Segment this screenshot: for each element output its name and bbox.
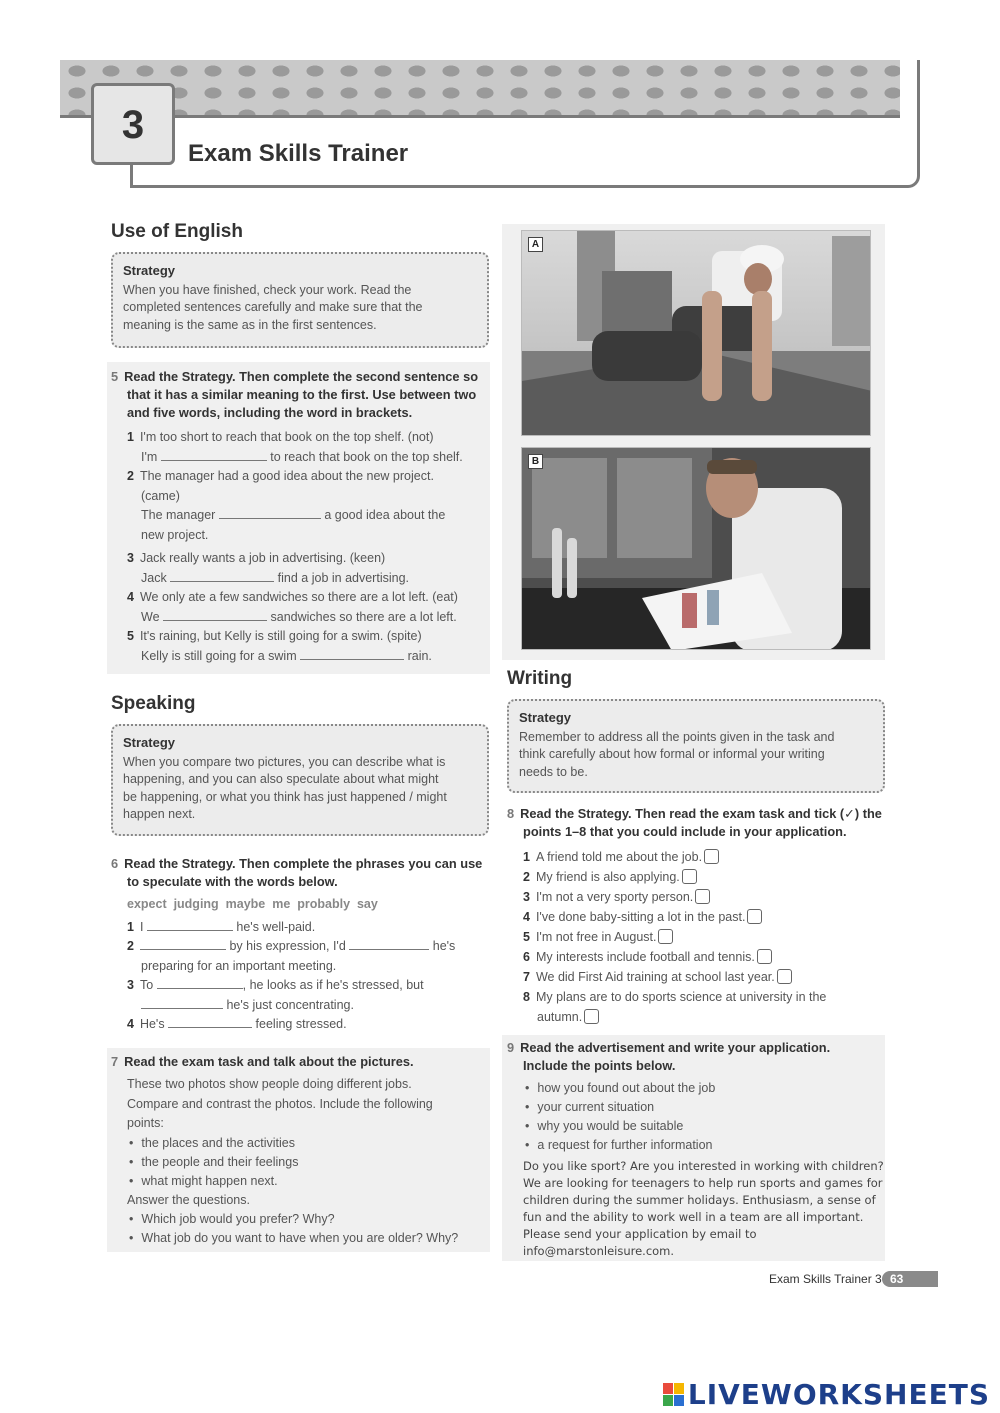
exercise-number: 9 bbox=[507, 1040, 515, 1055]
exercise-6-item-2: 2 by his expression, I'd he's bbox=[127, 939, 456, 953]
exercise-9-point: • a request for further information bbox=[523, 1136, 885, 1155]
exercise-8-item: 3 I'm not a very sporty person. bbox=[523, 887, 887, 907]
exercise-5-item-5: 5 It's raining, but Kelly is still going for a swim. (spite) bbox=[127, 629, 422, 643]
exercise-5-item-3: 3 Jack really wants a job in advertising. (keen) bbox=[127, 551, 386, 565]
exercise-9-point: • your current situation bbox=[523, 1098, 885, 1117]
exercise-6-item-1: 1 I he's well-paid. bbox=[127, 919, 316, 934]
watermark-text: LIVEWORKSHEETS bbox=[687, 1378, 990, 1411]
instruction-line: that it has a similar meaning to the first. Use between two bbox=[127, 387, 477, 402]
exercise-number: 6 bbox=[111, 856, 119, 871]
exercise-8: 8 Read the Strategy. Then read the exam task and tick (✓) the points 1–8 that you could include in your application. 1 A friend told me about the job. 2 My friend is also applying. 3 I'm not a very sporty person. 4 I've done baby-sitting a lot in the past. 5 I'm not free in August. 6 My interests include football and tennis. 7 We did First Aid training at school last year. 8 My plans are to do sports science at university in the autumn. bbox=[507, 805, 887, 1027]
answer-gap[interactable] bbox=[147, 919, 233, 931]
tick-checkbox[interactable] bbox=[747, 909, 762, 924]
exercise-7-question: • What job do you want to have when you are older? Why? bbox=[127, 1229, 489, 1248]
page-title: Exam Skills Trainer bbox=[188, 140, 409, 167]
writing-strategy-box bbox=[507, 699, 885, 793]
strategy-line: When you have finished, check your work. Read the bbox=[123, 282, 412, 297]
strategy-title: Strategy bbox=[123, 263, 176, 278]
tick-checkbox[interactable] bbox=[584, 1009, 599, 1024]
photo-a-label: A bbox=[528, 237, 543, 252]
exercise-7-point: • the places and the activities bbox=[127, 1134, 489, 1153]
strategy-line: think carefully about how formal or informal your writing bbox=[519, 747, 825, 761]
exercise-8-item: 6 My interests include football and tennis. bbox=[523, 947, 887, 967]
exercise-5-item-4: 4 We only ate a few sandwiches so there are a lot left. (eat) bbox=[127, 590, 458, 604]
exercise-8-item: 5 I'm not free in August. bbox=[523, 927, 887, 947]
answer-gap[interactable] bbox=[163, 609, 267, 621]
exercise-9-point: • why you would be suitable bbox=[523, 1117, 885, 1136]
tick-checkbox[interactable] bbox=[658, 929, 673, 944]
answer-gap[interactable] bbox=[170, 570, 274, 582]
exercise-5: 5 Read the Strategy. Then complete the second sentence so that it has a similar meaning to the first. Use between two and five words, including the word in brackets. 1 I'm too short to reach that book on the top shelf. (not) I'm to reach that book on the top shelf. 2 The manager had a good idea about the new project. (came) The manager a good idea about the new project. 3 Jack really wants a job in advertising. (keen) Jack find a job in advertising. 4 We only ate a few sandwiches so there are a lot left. (eat) We sandwiches so there are a lot left. 5 It's raining, but Kelly is still going for a swim. (spite) Kelly is still going for a swim rain. bbox=[111, 368, 489, 666]
liveworksheets-watermark bbox=[663, 1378, 990, 1411]
exercise-7-instruction: 7 Read the exam task and talk about the pictures. bbox=[111, 1054, 414, 1069]
exercise-5-item-1: 1 I'm too short to reach that book on the top shelf. (not) bbox=[127, 430, 434, 444]
exercise-8-item: 2 My friend is also applying. bbox=[523, 867, 887, 887]
strategy-line: Remember to address all the points given in the task and bbox=[519, 729, 835, 744]
answer-gap[interactable] bbox=[168, 1016, 252, 1028]
answer-gap[interactable] bbox=[219, 507, 321, 519]
exercise-7-point: • what might happen next. bbox=[127, 1172, 489, 1191]
word-bank-item: say bbox=[356, 897, 378, 911]
word-bank-item: me bbox=[272, 897, 291, 911]
word-bank-item: expect bbox=[127, 897, 167, 911]
answer-gap[interactable] bbox=[157, 977, 243, 989]
exercise-6-item-4: 4 He's feeling stressed. bbox=[127, 1017, 347, 1031]
exercise-5-instruction bbox=[111, 368, 489, 386]
exercise-9-instruction: 9 Read the advertisement and write your application. bbox=[507, 1040, 831, 1055]
tick-checkbox[interactable] bbox=[704, 849, 719, 864]
contact-email: info@marstonleisure.com. bbox=[523, 1244, 675, 1258]
header-frame bbox=[130, 60, 920, 188]
answer-gap[interactable] bbox=[349, 938, 429, 950]
photo-a-construction-worker bbox=[521, 230, 871, 436]
strategy-title: Strategy bbox=[519, 710, 572, 725]
answer-gap[interactable] bbox=[141, 997, 223, 1009]
unit-number-box: 3 bbox=[91, 83, 175, 165]
tick-checkbox[interactable] bbox=[682, 869, 697, 884]
exercise-number: 5 bbox=[111, 369, 119, 384]
word-bank bbox=[111, 895, 489, 915]
speaking-strategy-box bbox=[111, 724, 489, 836]
instruction-line: Read the Strategy. Then complete the second sentence so bbox=[124, 369, 479, 384]
photo-b-image bbox=[522, 448, 871, 650]
tick-checkbox[interactable] bbox=[777, 969, 792, 984]
photo-b-businessman bbox=[521, 447, 871, 650]
word-bank-item: judging bbox=[173, 897, 219, 911]
use-of-english-strategy-box bbox=[111, 252, 489, 348]
exercise-8-instruction: 8 Read the Strategy. Then read the exam task and tick (✓) the bbox=[507, 806, 882, 821]
advertisement-text: Do you like sport? Are you interested in working with children? We are looking for teenagers to help run sports and games for children during the summer holidays. Enthusiasm, a sense of fun and the ability to work well in a team are all important. Please send your application by email to info@marstonleisure.com. bbox=[523, 1159, 884, 1258]
strategy-line: happening, and you can also speculate about what might bbox=[123, 772, 439, 786]
strategy-title: Strategy bbox=[123, 735, 176, 750]
exercise-5-item-2: 2 The manager had a good idea about the new project. bbox=[127, 469, 434, 483]
exercise-8-item: 1 A friend told me about the job. bbox=[523, 847, 887, 867]
tick-checkbox[interactable] bbox=[695, 889, 710, 904]
writing-heading: Writing bbox=[507, 668, 573, 689]
photo-b-label: B bbox=[528, 454, 543, 469]
use-of-english-heading: Use of English bbox=[111, 221, 243, 242]
strategy-line: be happening, or what you think has just happened / might bbox=[123, 789, 447, 804]
exercise-7: 7 Read the exam task and talk about the pictures. These two photos show people doing different jobs. Compare and contrast the photos. Include the following points: • the places and the activities • the people and their feelings • what might happen next. Answer the questions. • Which job would you prefer? Why? • What job do you want to have when you are older? Why? bbox=[111, 1053, 489, 1248]
exercise-8-item: 8 My plans are to do sports science at university in the bbox=[523, 990, 827, 1004]
footer-label: Exam Skills Trainer 3 bbox=[769, 1272, 882, 1286]
exercise-6: 6 Read the Strategy. Then complete the phrases you can use to speculate with the words below. expect judging maybe me probably say 1 I he's well-paid. 2 by his expression, I'd he's preparing for an important meeting. 3 To , he looks as if he's stressed, but he's just concentrating. 4 He's feeling stressed. bbox=[111, 855, 489, 1035]
instruction-line: and five words, including the word in brackets. bbox=[127, 405, 413, 420]
exercise-9-point: • how you found out about the job bbox=[523, 1079, 885, 1098]
exercise-number: 7 bbox=[111, 1054, 119, 1069]
exercise-6-item-3: 3 To , he looks as if he's stressed, but bbox=[127, 978, 424, 992]
word-bank-item: maybe bbox=[225, 897, 266, 911]
exercise-8-item: 4 I've done baby-sitting a lot in the past. bbox=[523, 907, 887, 927]
exercise-7-point: • the people and their feelings bbox=[127, 1153, 489, 1172]
exercise-9: 9 Read the advertisement and write your application. Include the points below. • how you found out about the job • your current situation • why you would be suitable • a request for further information Do you like sport? Are you interested in working with children? We are looking for teenagers to help run sports and games for children during the summer holidays. Enthusiasm, a sense of fun and the ability to work well in a team are all important. Please send your application by email to info@marstonleisure.com. bbox=[507, 1039, 885, 1260]
page-number: 63 bbox=[882, 1271, 938, 1287]
strategy-line: completed sentences carefully and make sure that the bbox=[123, 300, 423, 314]
answer-gap[interactable] bbox=[140, 938, 226, 950]
answer-gap[interactable] bbox=[161, 449, 267, 461]
exercise-number: 8 bbox=[507, 806, 515, 821]
tick-checkbox[interactable] bbox=[757, 949, 772, 964]
answer-gap[interactable] bbox=[300, 648, 404, 660]
exercise-7-question: • Which job would you prefer? Why? bbox=[127, 1210, 489, 1229]
speaking-heading: Speaking bbox=[111, 693, 196, 714]
strategy-line: happen next. bbox=[123, 807, 196, 821]
photo-a-image bbox=[522, 231, 871, 436]
word-bank-item: probably bbox=[297, 897, 351, 911]
strategy-line: meaning is the same as in the first sentences. bbox=[123, 317, 377, 332]
strategy-line: needs to be. bbox=[519, 764, 588, 779]
strategy-line: When you compare two pictures, you can describe what is bbox=[123, 754, 446, 769]
liveworksheets-logo-icon bbox=[663, 1383, 685, 1407]
exercise-8-item: 7 We did First Aid training at school last year. bbox=[523, 967, 887, 987]
exercise-6-instruction: 6 Read the Strategy. Then complete the phrases you can use bbox=[111, 856, 483, 871]
